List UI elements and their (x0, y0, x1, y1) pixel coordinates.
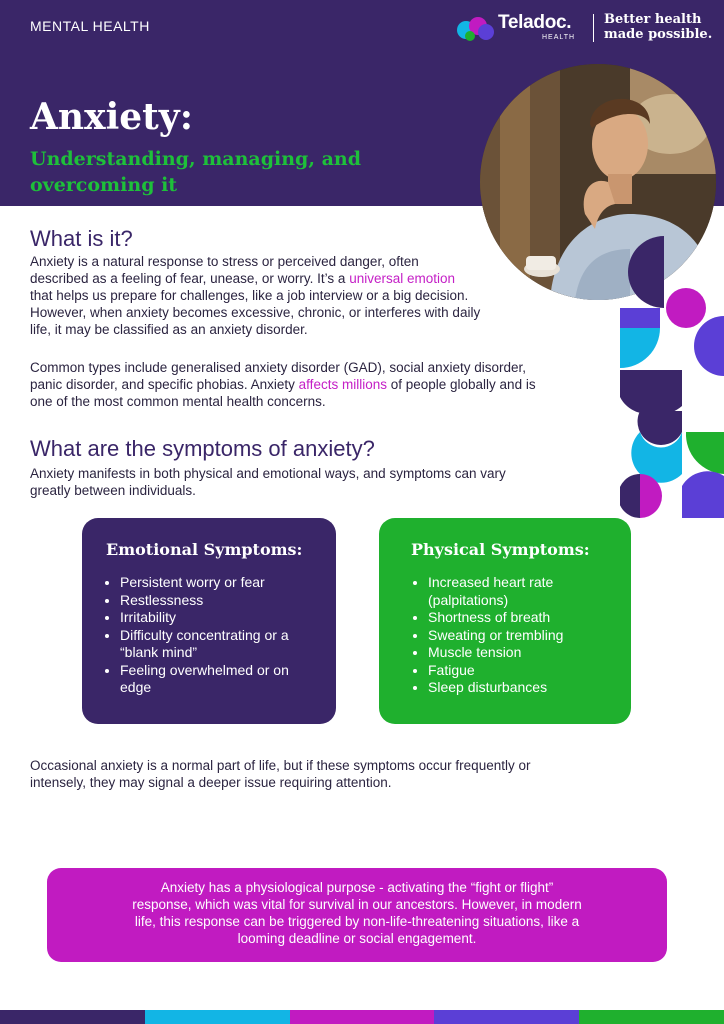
affects-millions-link[interactable]: affects millions (298, 377, 387, 392)
text-line: intensely, they may signal a deeper issue requiring attention. (30, 775, 392, 790)
text-line: one of the most common mental health concerns. (30, 394, 326, 409)
emotional-symptoms-title: Emotional Symptoms: (106, 540, 303, 559)
emotional-symptoms-card (82, 518, 336, 724)
teladoc-mark-icon (456, 14, 496, 42)
logo-divider (593, 14, 594, 42)
list-item: • Sleep disturbances (428, 679, 628, 697)
footer-color-bar (0, 1010, 724, 1024)
text-line (30, 376, 610, 393)
list-item: • Persistent worry or fear (120, 574, 320, 592)
symptoms-outro (30, 757, 630, 791)
footer-segment-purple (0, 1010, 145, 1024)
universal-emotion-link[interactable]: universal emotion (349, 271, 455, 286)
tagline-line-1: Better health (604, 12, 702, 27)
emotional-symptoms-list (120, 574, 320, 697)
text-line: Anxiety has a physiological purpose - activating the “fight or flight” (160, 880, 554, 895)
list-item: • Irritability (120, 609, 320, 627)
what-is-it-heading: What is it? (30, 226, 133, 251)
physical-symptoms-title: Physical Symptoms: (411, 540, 590, 559)
footer-segment-cyan (145, 1010, 290, 1024)
text-line: Anxiety is a natural response to stress or perceived danger, often (30, 254, 419, 269)
text-line: response, which was vital for survival in our ancestors. However, in modern (132, 897, 582, 912)
what-is-it-paragraph-1 (30, 253, 610, 338)
logo-subtext: HEALTH (542, 34, 576, 41)
text-span: described as a feeling of fear, unease, or worry. It’s a (30, 271, 350, 286)
text-line: greatly between individuals. (30, 483, 196, 498)
page-subtitle: Understanding, managing, and overcoming it (30, 148, 361, 196)
list-item: • Muscle tension (428, 644, 628, 662)
text-line (30, 270, 610, 287)
page-title: Anxiety: (30, 96, 193, 138)
text-line: life, this response can be triggered by non-life-threatening situations, like a (134, 914, 580, 929)
what-is-it-paragraph-2 (30, 359, 610, 410)
text-line: life, it may be classified as an anxiety disorder. (30, 322, 308, 337)
physical-symptoms-card (379, 518, 631, 724)
physical-symptoms-list (428, 574, 628, 697)
list-item: • Shortness of breath (428, 609, 628, 627)
logo-wordmark: Teladoc. (498, 12, 572, 33)
text-line: that helps us prepare for challenges, like a job interview or a big decision. (30, 288, 469, 303)
tagline-line-2: made possible. (604, 27, 713, 42)
list-item: • Restlessness (120, 592, 320, 610)
list-item: • Fatigue (428, 662, 628, 680)
fight-or-flight-callout (47, 868, 667, 962)
symptoms-heading: What are the symptoms of anxiety? (30, 436, 375, 461)
footer-segment-violet (434, 1010, 579, 1024)
footer-segment-green (579, 1010, 724, 1024)
list-item: • Sweating or trembling (428, 627, 628, 645)
list-item: • Feeling overwhelmed or on edge (120, 662, 320, 697)
text-line: However, when anxiety becomes excessive, chronic, or interferes with daily (30, 305, 481, 320)
text-line: Common types include generalised anxiety disorder (GAD), social anxiety disorder, (30, 360, 526, 375)
logo-tagline (604, 12, 712, 42)
list-item: • Increased heart rate (palpitations) (428, 574, 628, 609)
decorative-shapes (620, 236, 724, 520)
text-line: Anxiety manifests in both physical and emotional ways, and symptoms can vary (30, 466, 506, 481)
section-tag: MENTAL HEALTH (30, 18, 150, 34)
teladoc-logo (456, 12, 716, 46)
symptoms-intro (30, 465, 610, 499)
text-line: Occasional anxiety is a normal part of life, but if these symptoms occur frequently or (30, 758, 531, 773)
list-item: • Difficulty concentrating or a “blank mind” (120, 627, 320, 662)
text-line: looming deadline or social engagement. (237, 931, 477, 946)
text-span: of people globally and is (386, 377, 536, 392)
footer-segment-magenta (290, 1010, 435, 1024)
text-span: panic disorder, and specific phobias. Anxiety (30, 377, 299, 392)
